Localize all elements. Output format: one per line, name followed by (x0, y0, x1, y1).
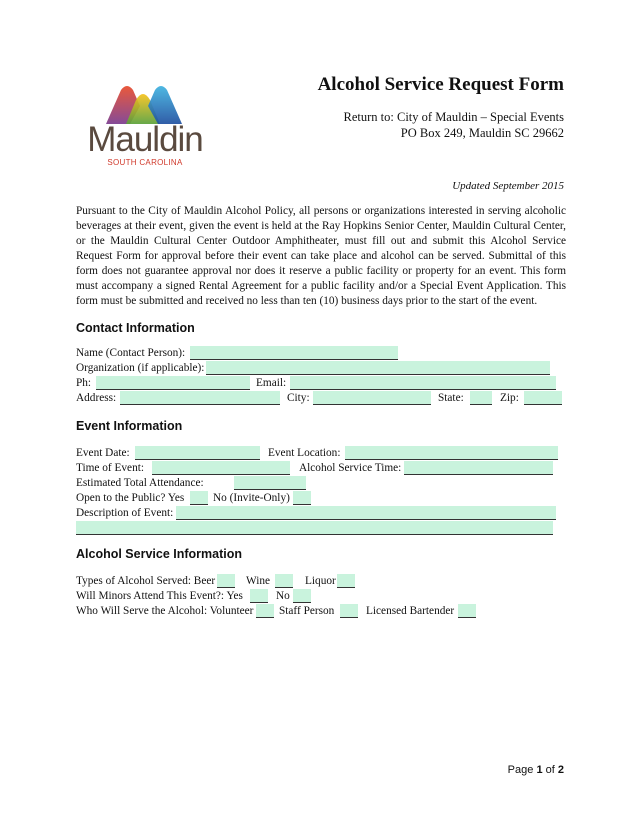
address-label: Address: (76, 392, 117, 404)
email-field[interactable] (290, 376, 556, 390)
wine-label: Wine (246, 575, 271, 587)
event-time-label: Time of Event: (76, 462, 144, 474)
page-total: 2 (557, 764, 564, 776)
alcohol-types-label: Types of Alcohol Served: Beer (76, 575, 216, 587)
page-of-word: of (545, 764, 555, 776)
minors-no-label: No (276, 590, 290, 602)
mauldin-logo (76, 84, 212, 168)
phone-label: Ph: (76, 377, 92, 389)
who-serves-label: Who Will Serve the Alcohol: Volunteer (76, 605, 254, 617)
beer-field[interactable] (217, 574, 235, 588)
organization-field[interactable] (206, 361, 550, 375)
alcohol-heading: Alcohol Service Information (76, 547, 243, 561)
page-word: Page (507, 764, 534, 776)
volunteer-field[interactable] (256, 604, 274, 618)
minors-no-field[interactable] (293, 589, 311, 603)
city-field[interactable] (313, 391, 431, 405)
name-field[interactable] (190, 346, 398, 360)
event-date-label: Event Date: (76, 447, 130, 459)
updated-date: Updated September 2015 (452, 180, 564, 192)
contact-heading: Contact Information (76, 321, 195, 335)
form-title: Alcohol Service Request Form (317, 74, 564, 95)
event-location-field[interactable] (345, 446, 558, 460)
minors-label: Will Minors Attend This Event?: Yes (76, 590, 243, 602)
name-label: Name (Contact Person): (76, 347, 186, 359)
liquor-field[interactable] (337, 574, 355, 588)
state-label: State: (438, 392, 464, 404)
logo-wordmark: Mauldin (87, 120, 203, 159)
event-time-field[interactable] (152, 461, 290, 475)
zip-label: Zip: (500, 392, 519, 404)
address-field[interactable] (120, 391, 280, 405)
event-date-field[interactable] (135, 446, 260, 460)
invite-only-field[interactable] (293, 491, 311, 505)
staff-person-label: Staff Person (279, 605, 335, 617)
service-time-label: Alcohol Service Time: (299, 462, 402, 474)
attendance-field[interactable] (234, 476, 306, 490)
wine-field[interactable] (275, 574, 293, 588)
organization-label: Organization (if applicable): (76, 362, 205, 374)
invite-only-label: No (Invite-Only) (213, 492, 290, 504)
public-yes-field[interactable] (190, 491, 208, 505)
staff-person-field[interactable] (340, 604, 358, 618)
description-field[interactable] (176, 506, 556, 520)
logo-subtitle: SOUTH CAROLINA (107, 158, 183, 167)
city-label: City: (287, 392, 310, 404)
attendance-label: Estimated Total Attendance: (76, 477, 204, 489)
public-label: Open to the Public? Yes (76, 492, 185, 504)
event-location-label: Event Location: (268, 447, 341, 459)
description-label: Description of Event: (76, 507, 174, 519)
return-address-line1: Return to: City of Mauldin – Special Events (343, 110, 564, 124)
phone-field[interactable] (96, 376, 250, 390)
email-label: Email: (256, 377, 287, 389)
state-field[interactable] (470, 391, 492, 405)
page-number (508, 764, 564, 776)
minors-yes-field[interactable] (250, 589, 268, 603)
return-address-line2: PO Box 249, Mauldin SC 29662 (400, 126, 564, 140)
zip-field[interactable] (524, 391, 562, 405)
service-time-field[interactable] (404, 461, 553, 475)
event-heading: Event Information (76, 419, 183, 433)
intro-paragraph: Pursuant to the City of Mauldin Alcohol Policy, all persons or organizations interested in serving alcoholic beverages at their event, given the event is held at the Ray Hopkins Senior Center, Mauldin Cultural Center, or the Mauldin Cultural Center Outdoor Amphitheater, must fill out and submit this Alcohol Service Request Form for approval before their event can take place and alcohol can be served. Submittal of this form does not guarantee approval nor does it reserve a public facility or property for an event. This form must accompany a signed Rental Agreement for a public facility and/or a Special Event Application. This form must be submitted and received no less than ten (10) business days prior to the start of the event. (76, 205, 566, 307)
page-current: 1 (536, 764, 543, 776)
liquor-label: Liquor (305, 575, 336, 587)
bartender-label: Licensed Bartender (366, 605, 455, 617)
bartender-field[interactable] (458, 604, 476, 618)
description-field-line2[interactable] (76, 521, 553, 535)
